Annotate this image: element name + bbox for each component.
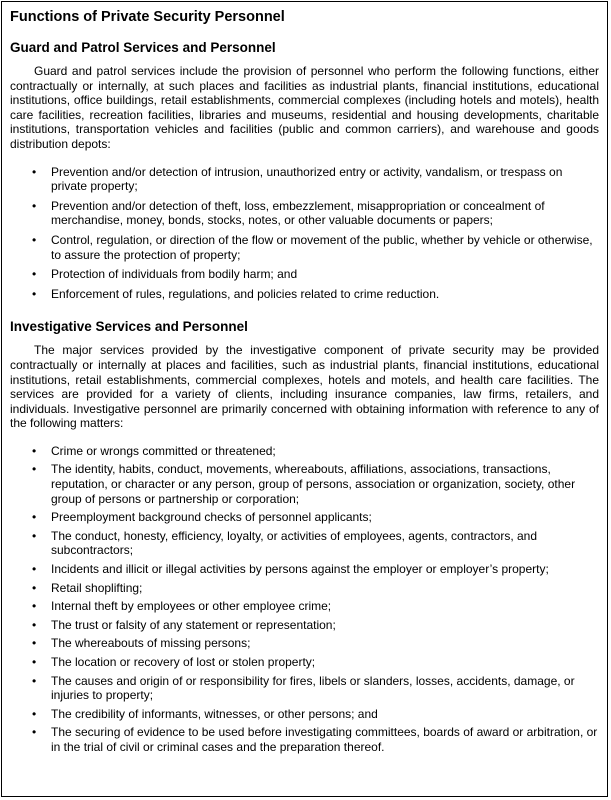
list-item-text: Retail shoplifting; [51, 580, 143, 595]
bullet-icon: • [32, 198, 37, 213]
bullet-icon: • [32, 232, 37, 247]
document-box [1, 1, 608, 797]
list-item-text: The conduct, honesty, efficiency, loyalty, or activities of employees, agents, contractors, and subcontractors; [51, 528, 538, 558]
section-heading: Guard and Patrol Services and Personnel [10, 40, 276, 55]
bullet-icon: • [32, 725, 37, 740]
bullet-icon: • [32, 164, 37, 179]
bullet-icon: • [32, 580, 37, 595]
list-item-text: Preemployment background checks of personnel applicants; [51, 510, 372, 525]
bullet-icon: • [32, 599, 37, 614]
bullet-icon: • [32, 706, 37, 721]
list-item-text: Crime or wrongs committed or threatened; [51, 443, 276, 458]
list-item-text: The causes and origin of or responsibility for fires, libels or slanders, losses, accidents, damage, or injuries to property; [51, 673, 575, 703]
list-item [10, 529, 599, 558]
list-item-text: The credibility of informants, witnesses, or other persons; and [51, 706, 378, 721]
bullet-list [10, 165, 599, 302]
list-item [10, 444, 599, 459]
bullet-icon: • [32, 443, 37, 458]
list-item-text: The trust or falsity of any statement or representation; [51, 617, 336, 632]
list-item-text: The securing of evidence to be used before investigating committees, boards of award or arbitration, or in the trial of civil or criminal cases and the preparation thereof. [51, 725, 598, 754]
list-item [10, 562, 599, 577]
bullet-icon: • [32, 562, 37, 577]
bullet-icon: • [32, 286, 37, 301]
list-item [10, 267, 599, 282]
section-intro-paragraph: The major services provided by the investigative component of private security may be provided contractually or internally at places and facilities, such as industrial plants, financial institutions, educational institutions, retail establishments, commercial complexes, hotels and motels, and health care facilities. The services are provided for a variety of clients, including insurance companies, law firms, retailers, and individuals. Investigative personnel are primarily concerned with obtaining information with reference to any of the following matters: [10, 343, 599, 431]
bullet-icon: • [32, 636, 37, 651]
list-item [10, 462, 599, 506]
list-item [10, 581, 599, 596]
list-item [10, 165, 599, 194]
list-item-text: Control, regulation, or direction of the flow or movement of the public, whether by vehicle or otherwise, to assure the protection of property; [51, 232, 593, 262]
bullet-list [10, 444, 599, 755]
section-guard-patrol [10, 40, 599, 301]
bullet-icon: • [32, 267, 37, 282]
list-item [10, 599, 599, 614]
list-item [10, 655, 599, 670]
list-item [10, 510, 599, 525]
list-item [10, 618, 599, 633]
list-item-text: Protection of individuals from bodily harm; and [51, 267, 298, 282]
section-heading: Investigative Services and Personnel [10, 319, 248, 335]
list-item [10, 725, 599, 754]
list-item-text: Internal theft by employees or other employee crime; [51, 599, 332, 614]
list-item-text: The identity, habits, conduct, movements, whereabouts, affiliations, associations, transactions, reputation, or character or any person, group of persons, association or organization, society, other group of persons or partnership or corporation; [51, 462, 576, 506]
bullet-icon: • [32, 528, 37, 543]
list-item [10, 199, 599, 228]
list-item-text: The location or recovery of lost or stolen property; [51, 655, 316, 669]
list-item-text: Enforcement of rules, regulations, and policies related to crime reduction. [51, 286, 440, 301]
list-item-text: Incidents and illicit or illegal activities by persons against the employer or employer’s property; [51, 562, 549, 577]
list-item [10, 707, 599, 722]
bullet-icon: • [32, 462, 37, 477]
document-title: Functions of Private Security Personnel [10, 9, 285, 25]
list-item [10, 674, 599, 703]
bullet-icon: • [32, 617, 37, 632]
section-investigative [10, 319, 599, 754]
bullet-icon: • [32, 673, 37, 688]
list-item-text: Prevention and/or detection of intrusion, unauthorized entry or activity, vandalism, or trespass on private property; [51, 164, 563, 194]
bullet-icon: • [32, 510, 37, 525]
section-intro-paragraph: Guard and patrol services include the provision of personnel who perform the following functions, either contractually or internally, at such places and facilities as industrial plants, financial institutions, educational institutions, office buildings, retail establishments, commercial complexes (including hotels and motels), health care facilities, recreation facilities, libraries and museums, residential and housing developments, charitable institutions, transportation vehicles and facilities (public and common carriers), and warehouse and goods distribution depots: [10, 64, 599, 151]
list-item [10, 636, 599, 651]
list-item [10, 233, 599, 262]
bullet-icon: • [32, 655, 37, 669]
list-item-text: Prevention and/or detection of theft, loss, embezzlement, misappropriation or concealment of merchandise, money, bonds, stocks, notes, or other valuable documents or papers; [51, 198, 545, 228]
list-item [10, 287, 599, 302]
list-item-text: The whereabouts of missing persons; [51, 636, 251, 651]
